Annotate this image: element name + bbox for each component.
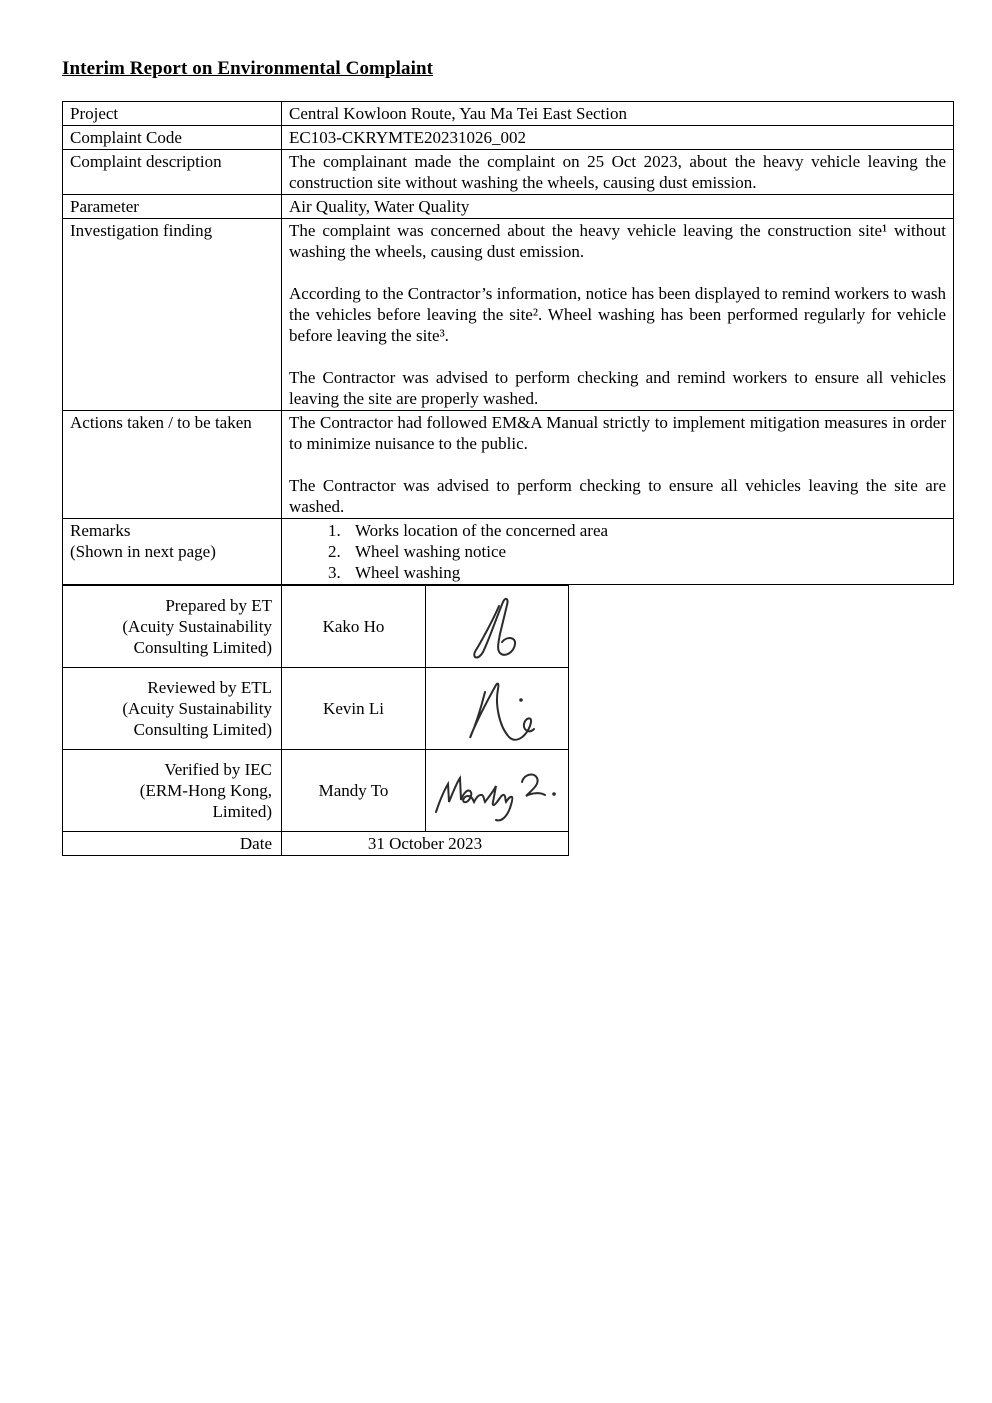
actions-taken-label: Actions taken / to be taken bbox=[63, 411, 282, 519]
date-value: 31 October 2023 bbox=[282, 832, 569, 856]
prepared-by-name: Kako Ho bbox=[282, 586, 426, 668]
investigation-paragraph: According to the Contractor’s information, notice has been displayed to remind workers to wash the vehicles before leaving the site². Wheel washing has been performed regularly for vehicle before leaving the site³. bbox=[289, 284, 946, 345]
reviewed-by-name: Kevin Li bbox=[282, 668, 426, 750]
complaint-report-table bbox=[62, 101, 954, 585]
remarks-item: 2. Wheel washing notice bbox=[345, 541, 946, 562]
actions-paragraph: The Contractor was advised to perform checking to ensure all vehicles leaving the site are washed. bbox=[289, 476, 946, 516]
row-complaint-description bbox=[63, 150, 954, 195]
reviewed-by-role-cell bbox=[63, 668, 282, 750]
prepared-by-role-cell bbox=[63, 586, 282, 668]
parameter-value: Air Quality, Water Quality bbox=[282, 195, 954, 219]
reviewed-by-role: Reviewed by ETL bbox=[147, 678, 272, 697]
row-date bbox=[63, 832, 569, 856]
prepared-by-org: (Acuity Sustainability Consulting Limited) bbox=[122, 617, 272, 657]
prepared-by-signature-cell bbox=[426, 586, 569, 668]
row-verified-by bbox=[63, 750, 569, 832]
signoff-table bbox=[62, 585, 569, 856]
date-label: Date bbox=[63, 832, 282, 856]
remarks-value-cell bbox=[282, 519, 954, 585]
verified-by-role: Verified by IEC bbox=[164, 760, 272, 779]
complaint-description-value: The complainant made the complaint on 25 Oct 2023, about the heavy vehicle leaving the construction site without washing the wheels, causing dust emission. bbox=[282, 150, 954, 195]
verified-by-signature-cell bbox=[426, 750, 569, 832]
investigation-paragraph: The Contractor was advised to perform checking and remind workers to ensure all vehicles leaving the site are properly washed. bbox=[289, 368, 946, 408]
row-complaint-code bbox=[63, 126, 954, 150]
row-remarks bbox=[63, 519, 954, 585]
row-reviewed-by bbox=[63, 668, 569, 750]
reviewed-by-signature-cell bbox=[426, 668, 569, 750]
row-actions-taken bbox=[63, 411, 954, 519]
remarks-sublabel: (Shown in next page) bbox=[70, 542, 216, 561]
row-project bbox=[63, 102, 954, 126]
actions-taken-value bbox=[282, 411, 954, 519]
mandy-to-signature-icon bbox=[430, 756, 564, 826]
parameter-label: Parameter bbox=[63, 195, 282, 219]
kevin-li-signature-icon bbox=[437, 672, 557, 746]
remarks-label: Remarks bbox=[70, 521, 131, 540]
complaint-description-label: Complaint description bbox=[63, 150, 282, 195]
complaint-code-value: EC103-CKRYMTE20231026_002 bbox=[282, 126, 954, 150]
project-value: Central Kowloon Route, Yau Ma Tei East Section bbox=[282, 102, 954, 126]
remarks-item: 1. Works location of the concerned area bbox=[345, 520, 946, 541]
kako-ho-signature-icon bbox=[437, 590, 557, 664]
row-prepared-by bbox=[63, 586, 569, 668]
reviewed-by-org: (Acuity Sustainability Consulting Limited) bbox=[122, 699, 272, 739]
investigation-paragraph: The complaint was concerned about the heavy vehicle leaving the construction site¹ without washing the wheels, causing dust emission. bbox=[289, 221, 946, 261]
prepared-by-role: Prepared by ET bbox=[165, 596, 272, 615]
project-label: Project bbox=[63, 102, 282, 126]
complaint-code-label: Complaint Code bbox=[63, 126, 282, 150]
investigation-finding-label: Investigation finding bbox=[63, 219, 282, 411]
remarks-list bbox=[289, 520, 946, 583]
verified-by-role-cell bbox=[63, 750, 282, 832]
row-investigation-finding bbox=[63, 219, 954, 411]
verified-by-org: (ERM-Hong Kong, Limited) bbox=[139, 781, 272, 821]
actions-paragraph: The Contractor had followed EM&A Manual strictly to implement mitigation measures in order to minimize nuisance to the public. bbox=[289, 413, 946, 453]
remarks-item: 3. Wheel washing bbox=[345, 562, 946, 583]
remarks-label-cell bbox=[63, 519, 282, 585]
page-title: Interim Report on Environmental Complaint bbox=[62, 58, 434, 79]
verified-by-name: Mandy To bbox=[282, 750, 426, 832]
investigation-finding-value bbox=[282, 219, 954, 411]
row-parameter bbox=[63, 195, 954, 219]
